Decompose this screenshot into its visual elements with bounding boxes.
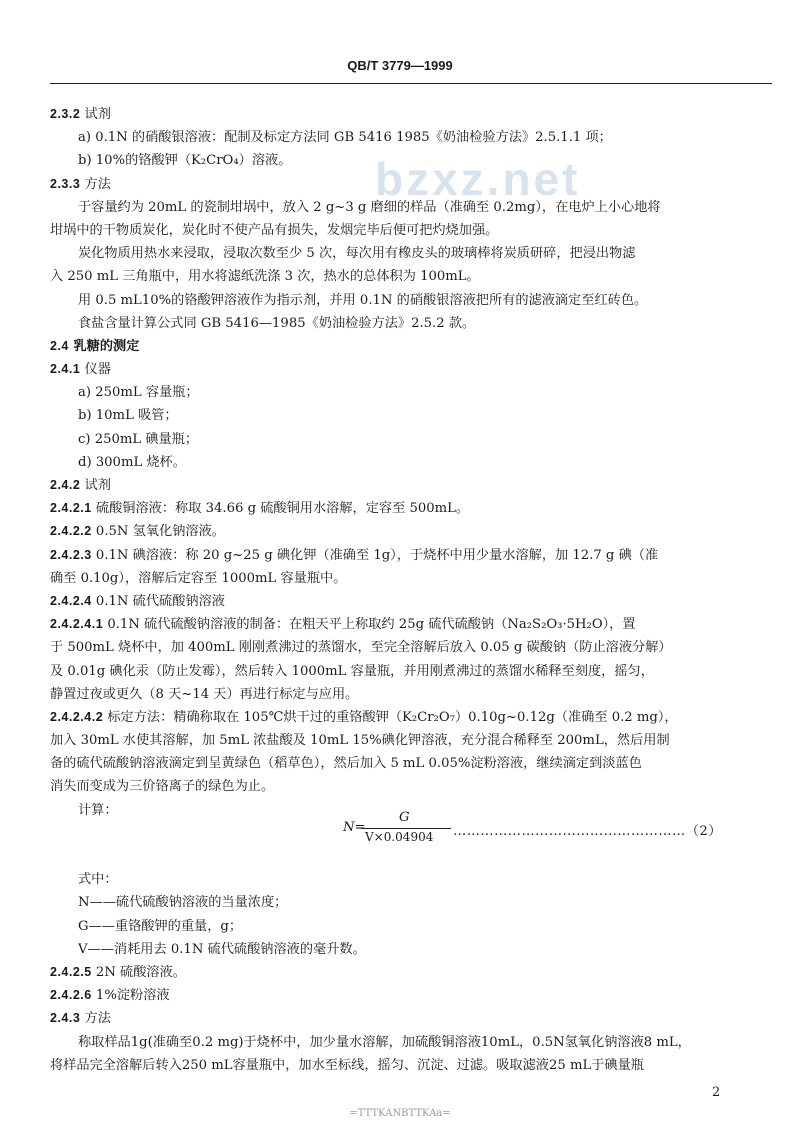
text-line [50,451,770,474]
section-number: 2.4.2.5 [50,964,92,979]
line-text: 称取样品1g(准确至0.2 mg)于烧杯中，加少量水溶解，加硫酸铜溶液10mL，0.5N氢氧化钠溶液8 mL， [78,1034,691,1050]
line-text: 计算： [78,802,118,818]
line-text: 于 500mL 烧杯中，加 400mL 刚刚煮沸过的蒸馏水，至完全溶解后放入 0.05 g 碳酸钠（防止溶液分解） [50,640,672,656]
document-body [50,103,770,1077]
standard-code-header: QB/T 3779—1999 [347,58,453,73]
text-line [50,520,770,543]
line-text: 静置过夜或更久（8 天~14 天）再进行标定与应用。 [50,686,359,702]
section-number: 2.4 [50,338,69,353]
text-line [50,891,770,914]
formula-lhs: N= [343,820,366,835]
text-line [50,775,770,798]
text-line [50,335,770,358]
line-text: a) 0.1N 的硝酸银溶液：配制及标定方法同 GB 5416 1985《奶油检验方法》2.5.1.1 项； [78,130,612,146]
formula-numerator: G [399,810,410,825]
line-text: 0.1N 硫代硫酸钠溶液的制备：在粗天平上称取约 25g 硫代硫酸钠（Na₂S₂O₃·5H₂O），置 [103,617,636,633]
equation-number: （2） [685,824,722,839]
text-line [50,984,770,1007]
line-text: 试剂 [80,478,111,493]
line-text: 消失而变成为三价铬离子的绿色为止。 [50,779,275,795]
text-line [50,312,770,335]
text-line [50,404,770,427]
line-text: 于容量约为 20mL 的瓷制坩埚中，放入 2 g~3 g 磨细的样品（准确至 0.2mg），在电炉上小心地将 [78,199,661,215]
line-text: 硫酸铜溶液：称取 34.66 g 硫酸铜用水溶解，定容至 500mL。 [91,501,470,517]
line-text: 炭化物质用热水来浸取，浸取次数至少 5 次，每次用有橡皮头的玻璃棒将炭质研碎，把浸出物滤 [78,246,636,262]
fraction-bar [361,828,451,829]
text-line [50,938,770,961]
text-line [50,752,770,775]
text-line [50,1007,770,1030]
text-line [50,590,770,613]
line-text: a) 250mL 容量瓶； [78,385,199,401]
text-line [50,961,770,984]
line-text: G——重铬酸钾的重量，g； [78,918,243,934]
line-text: d) 300mL 烧杯。 [78,454,186,470]
line-text: 用 0.5 mL10%的铬酸钾溶液作为指示剂，并用 0.1N 的硝酸银溶液把所有的滤液滴定至红砖色。 [78,292,648,308]
line-text: 加入 30mL 水使其溶解，加 5mL 浓盐酸及 10mL 15%碘化钾溶液，充分混合稀释至 200mL，然后用制 [50,733,670,749]
line-text: 0.1N 硫代硫酸钠溶液 [91,593,225,609]
section-number: 2.4.2.4.1 [50,617,104,632]
formula-leader [453,820,722,839]
line-text: b) 10mL 吸管； [78,408,178,424]
line-text: 仪器 [80,362,111,378]
text-line [50,706,770,729]
section-number: 2.4.2.2 [50,524,92,539]
text-line [50,149,770,172]
formula-dots: …………………………………………… [453,824,686,839]
section-number: 2.4.2.3 [50,547,92,562]
line-text: 0.1N 碘溶液：称 20 g~25 g 碘化钾（准确至 1g），于烧杯中用少量水溶解，加 12.7 g 碘（准 [91,547,659,563]
line-text: 坩埚中的干物质炭化，炭化时不使产品有损失，发烟完毕后便可把灼烧加强。 [50,222,499,238]
header-rule [50,83,772,84]
watermark: bzxz.net [375,153,581,205]
text-line [50,428,770,451]
text-line [50,289,770,312]
text-line [50,173,770,196]
line-text: 1%淀粉溶液 [91,988,170,1004]
text-line [50,1054,770,1077]
text-line [50,126,770,149]
formula [343,810,763,850]
line-text: b) 10%的铬酸钾（K₂CrO₄）溶液。 [78,153,292,169]
text-line [50,103,770,126]
text-line [50,729,770,752]
text-line [50,868,770,891]
section-number: 2.4.2.1 [50,501,92,516]
text-line [50,196,770,219]
section-number: 2.4.2.4 [50,593,92,608]
text-line [50,613,770,636]
line-text: 方法 [80,1011,111,1027]
line-text: 乳糖的测定 [68,338,140,354]
line-text: 式中： [78,872,118,888]
section-number: 2.3.2 [50,107,81,121]
section-number: 2.4.3 [50,1011,81,1026]
text-line [50,567,770,590]
line-text: 入 250 mL 三角瓶中，用水将滤纸洗涤 3 次，热水的总体积为 100mL。 [50,269,480,285]
footer-mark: =TTTKANBTTKAa= [349,1108,451,1119]
page-number: 2 [712,1085,721,1100]
text-line [50,497,770,520]
text-line [50,219,770,242]
text-line [50,381,770,404]
text-line [50,683,770,706]
line-text: V——消耗用去 0.1N 硫代硫酸钠溶液的毫升数。 [78,941,366,957]
line-text: 备的硫代硫酸钠溶液滴定到呈黄绿色（稻草色），然后加入 5 mL 0.05%淀粉溶液，继续滴定到淡蓝色 [50,756,642,772]
text-line [50,474,770,497]
text-line [50,915,770,938]
text-line [50,660,770,683]
text-line [50,242,770,265]
section-number: 2.3.3 [50,176,81,191]
section-number: 2.4.2.6 [50,988,92,1003]
text-line [50,544,770,567]
line-text: 及 0.01g 碘化汞（防止发霉），然后转入 1000mL 容量瓶，并用刚煮沸过的蒸馏水稀释至刻度，摇匀， [50,663,654,679]
section-number: 2.4.1 [50,362,81,377]
section-number: 2.4.2.4.2 [50,709,104,724]
text-line [50,265,770,288]
line-text: 食盐含量计算公式同 GB 5416—1985《奶油检验方法》2.5.2 款。 [78,315,476,331]
text-line [50,1031,770,1054]
line-text: 2N 硫酸溶液。 [91,964,186,980]
text-line [50,636,770,659]
line-text: 0.5N 氢氧化钠溶液。 [91,524,225,540]
formula-denominator: V×0.04904 [365,830,434,844]
text-line [50,358,770,381]
line-text: 标定方法：精确称取在 105℃烘干过的重铬酸钾（K₂Cr₂O₇）0.10g~0.12g（准确至 0.2 mg）， [103,709,678,725]
line-text: c) 250mL 碘量瓶； [78,431,199,447]
section-number: 2.4.2 [50,478,81,492]
line-text: 试剂 [80,107,111,122]
line-text: 方法 [80,176,111,192]
line-text: 将样品完全溶解后转入250 mL容量瓶中，加水至标线，摇匀、沉淀、过滤。吸取滤液25 mL于碘量瓶 [50,1057,644,1073]
line-text: 确至 0.10g），溶解后定容至 1000mL 容量瓶中。 [50,570,347,586]
line-text: N——硫代硫酸钠溶液的当量浓度； [78,895,288,911]
